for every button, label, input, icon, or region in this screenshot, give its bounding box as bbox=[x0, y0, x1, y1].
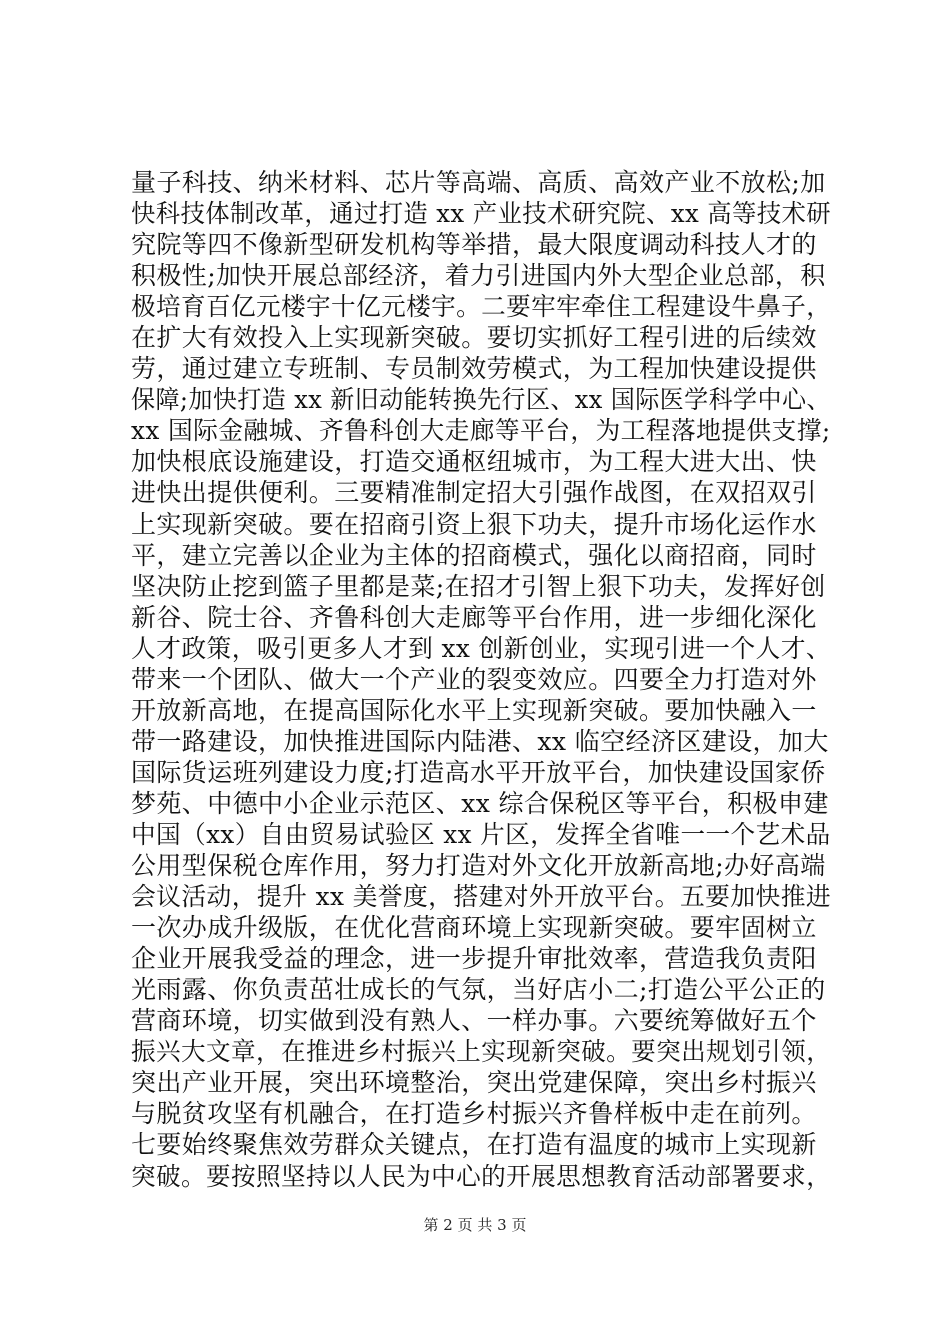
text-line: 积极性;加快开展总部经济，着力引进国内外大型企业总部，积 bbox=[131, 261, 826, 291]
text-line: 突出产业开展，突出环境整治，突出党建保障，突出乡村振兴 bbox=[131, 1068, 817, 1098]
text-line: 在扩大有效投入上实现新突破。要切实抓好工程引进的后续效 bbox=[131, 323, 817, 353]
text-line: 中国（xx）自由贸易试验区 xx 片区，发挥全省唯一一个艺术品 bbox=[131, 819, 831, 849]
text-line: 保障;加快打造 xx 新旧动能转换先行区、xx 国际医学科学中心、 bbox=[131, 385, 831, 415]
text-line: 劳，通过建立专班制、专员制效劳模式，为工程加快建设提供 bbox=[131, 354, 817, 384]
text-line: 新谷、院士谷、齐鲁科创大走廊等平台作用，进一步细化深化 bbox=[131, 602, 817, 632]
text-line: 进快出提供便利。三要精准制定招大引强作战图，在双招双引 bbox=[131, 478, 817, 508]
body-paragraph bbox=[131, 167, 831, 1192]
page-number-footer: 第 2 页 共 3 页 bbox=[423, 1216, 527, 1234]
text-line: 一次办成升级版，在优化营商环境上实现新突破。要牢固树立 bbox=[131, 913, 817, 943]
text-line: 突破。要按照坚持以人民为中心的开展思想教育活动部署要求， bbox=[131, 1161, 832, 1191]
text-line: 究院等四不像新型研发机构等举措，最大限度调动科技人才的 bbox=[131, 230, 817, 260]
text-line: 量子科技、纳米材料、芯片等高端、高质、高效产业不放松;加 bbox=[131, 168, 826, 197]
text-line: 营商环境，切实做到没有熟人、一样办事。六要统筹做好五个 bbox=[131, 1006, 817, 1036]
text-line: 带来一个团队、做大一个产业的裂变效应。四要全力打造对外 bbox=[131, 664, 817, 694]
text-line: 加快根底设施建设，打造交通枢纽城市，为工程大进大出、快 bbox=[131, 447, 817, 477]
text-line: 人才政策，吸引更多人才到 xx 创新创业，实现引进一个人才、 bbox=[131, 633, 832, 663]
text-line: 振兴大文章，在推进乡村振兴上实现新突破。要突出规划引领， bbox=[131, 1037, 832, 1067]
text-line: 七要始终聚焦效劳群众关键点，在打造有温度的城市上实现新 bbox=[131, 1130, 817, 1160]
text-line: 与脱贫攻坚有机融合，在打造乡村振兴齐鲁样板中走在前列。 bbox=[131, 1099, 817, 1129]
text-line: 带一路建设，加快推进国际内陆港、xx 临空经济区建设，加大 bbox=[131, 726, 829, 756]
text-line: 公用型保税仓库作用，努力打造对外文化开放新高地;办好高端 bbox=[131, 851, 826, 881]
text-line: 平，建立完善以企业为主体的招商模式，强化以商招商，同时 bbox=[131, 540, 817, 570]
text-line: 光雨露、你负责茁壮成长的气氛，当好店小二;打造公平公正的 bbox=[131, 975, 826, 1005]
text-line: 上实现新突破。要在招商引资上狠下功夫，提升市场化运作水 bbox=[131, 509, 817, 539]
text-line: 快科技体制改革，通过打造 xx 产业技术研究院、xx 高等技术研 bbox=[131, 199, 832, 229]
text-line: 开放新高地，在提高国际化水平上实现新突破。要加快融入一 bbox=[131, 695, 817, 725]
text-line: 会议活动，提升 xx 美誉度，搭建对外开放平台。五要加快推进 bbox=[131, 882, 832, 912]
text-line: 梦苑、中德中小企业示范区、xx 综合保税区等平台，积极申建 bbox=[131, 788, 829, 818]
text-line: 坚决防止挖到篮子里都是菜;在招才引智上狠下功夫，发挥好创 bbox=[131, 571, 826, 601]
text-line: 国际货运班列建设力度;打造高水平开放平台，加快建设国家侨 bbox=[131, 757, 826, 787]
text-line: xx 国际金融城、齐鲁科创大走廊等平台，为工程落地提供支撑; bbox=[131, 416, 831, 446]
text-line: 企业开展我受益的理念，进一步提升审批效率，营造我负责阳 bbox=[131, 944, 817, 974]
text-line: 极培育百亿元楼宇十亿元楼宇。二要牢牢牵住工程建设牛鼻子， bbox=[131, 292, 832, 322]
